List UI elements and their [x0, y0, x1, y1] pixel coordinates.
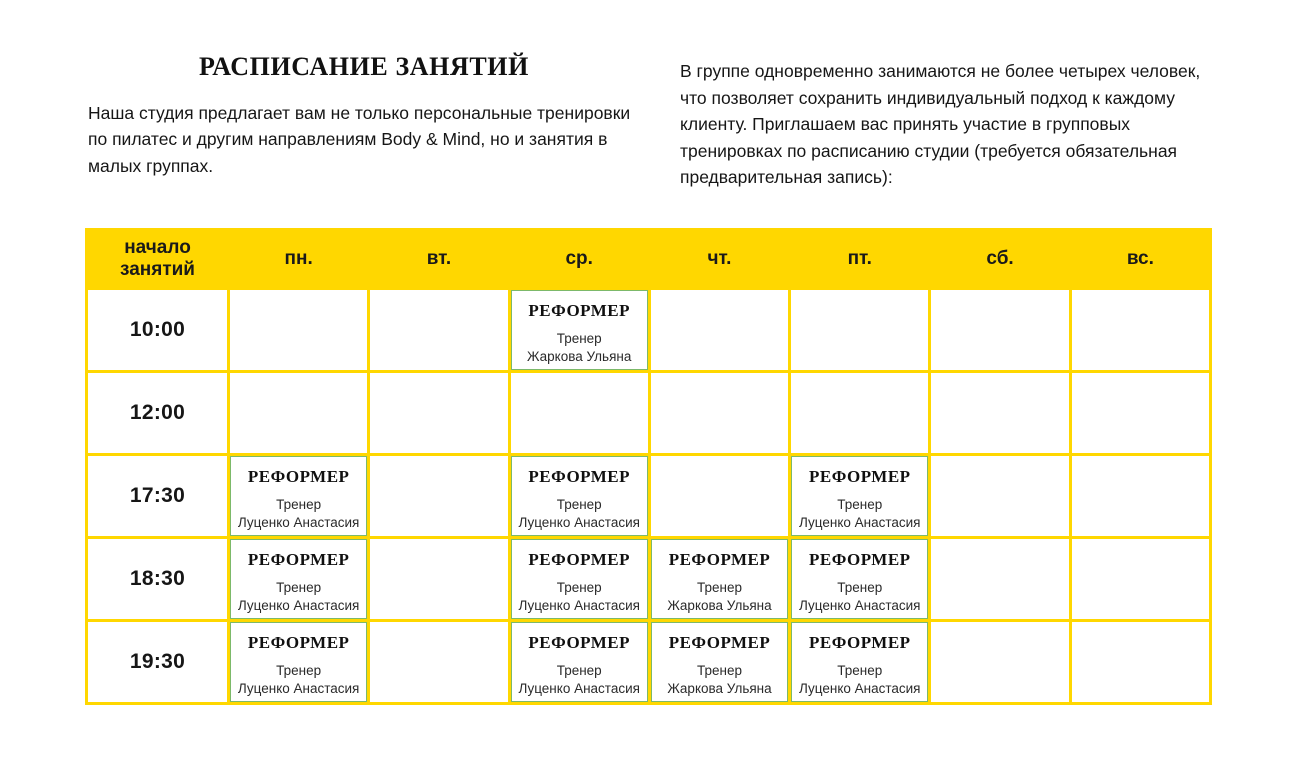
- trainer-label: Тренер: [556, 497, 602, 513]
- schedule-cell: [930, 455, 1070, 538]
- class-name-label: РЕФОРМЕР: [808, 467, 911, 487]
- class-block: [230, 460, 367, 531]
- day-header-7: вс.: [1070, 230, 1210, 289]
- day-header-2: вт.: [369, 230, 509, 289]
- header-row: [87, 230, 1211, 289]
- table-row: [87, 289, 1211, 372]
- class-name-label: РЕФОРМЕР: [668, 550, 771, 570]
- trainer-name: Луценко Анастасия: [799, 681, 921, 696]
- schedule-cell: [369, 621, 509, 704]
- table-row: [87, 455, 1211, 538]
- schedule-table: [85, 228, 1212, 705]
- trainer-name: Луценко Анастасия: [799, 598, 921, 613]
- trainer-name: Луценко Анастасия: [799, 515, 921, 530]
- time-label: 10:00: [87, 289, 229, 372]
- intro-left-text: Наша студия предлагает вам не только персональные тренировки по пилатес и другим направлениям Body & Mind, но и занятия в малых группах.: [88, 103, 631, 176]
- trainer-label: Тренер: [276, 497, 322, 513]
- intro-left-section: [88, 52, 640, 179]
- trainer-label: Тренер: [696, 580, 742, 596]
- schedule-cell: [1070, 538, 1210, 621]
- day-header-5: пт.: [790, 230, 930, 289]
- time-label: 17:30: [87, 455, 229, 538]
- schedule-header: [87, 230, 1211, 289]
- trainer-label: Тренер: [837, 663, 883, 679]
- day-header-4: чт.: [649, 230, 789, 289]
- class-name-label: РЕФОРМЕР: [528, 550, 630, 570]
- trainer-label: Тренер: [696, 663, 742, 679]
- class-name-label: РЕФОРМЕР: [808, 550, 911, 570]
- schedule-cell: [790, 621, 930, 704]
- schedule-cell: [509, 621, 649, 704]
- page-title: РАСПИСАНИЕ ЗАНЯТИЙ: [199, 52, 529, 81]
- schedule-cell: [369, 289, 509, 372]
- class-name-label: РЕФОРМЕР: [528, 301, 630, 321]
- time-label: 12:00: [87, 372, 229, 455]
- table-row: [87, 372, 1211, 455]
- trainer-label: Тренер: [276, 663, 322, 679]
- trainer-name: Луценко Анастасия: [237, 681, 360, 696]
- class-name-label: РЕФОРМЕР: [528, 633, 630, 653]
- class-block: [511, 543, 648, 614]
- schedule-cell: [930, 538, 1070, 621]
- trainer-label: Тренер: [556, 331, 602, 347]
- trainer-name: Луценко Анастасия: [518, 598, 640, 613]
- trainer-name: Луценко Анастасия: [237, 598, 360, 613]
- trainer-name: Жаркова Ульяна: [667, 681, 772, 696]
- table-row: [87, 538, 1211, 621]
- class-block: [651, 626, 788, 697]
- trainer-label: Тренер: [276, 580, 322, 596]
- schedule-cell: [930, 289, 1070, 372]
- class-block: [511, 626, 648, 697]
- schedule-cell: [649, 538, 789, 621]
- class-name-label: РЕФОРМЕР: [247, 467, 350, 487]
- schedule-cell: [229, 289, 369, 372]
- schedule-cell: [1070, 289, 1210, 372]
- trainer-label: Тренер: [556, 580, 602, 596]
- class-block: [230, 626, 367, 697]
- class-name-label: РЕФОРМЕР: [808, 633, 911, 653]
- schedule-cell: [229, 621, 369, 704]
- class-block: [511, 460, 648, 531]
- day-header-1: пн.: [229, 230, 369, 289]
- table-row: [87, 621, 1211, 704]
- schedule-cell: [509, 372, 649, 455]
- day-header-3: ср.: [509, 230, 649, 289]
- trainer-name: Луценко Анастасия: [518, 515, 640, 530]
- time-column-header: начало занятий: [87, 230, 229, 289]
- schedule-cell: [930, 621, 1070, 704]
- trainer-label: Тренер: [837, 580, 883, 596]
- schedule-body: [87, 289, 1211, 704]
- schedule-cell: [649, 372, 789, 455]
- trainer-name: Жаркова Ульяна: [667, 598, 772, 613]
- time-label: 18:30: [87, 538, 229, 621]
- class-name-label: РЕФОРМЕР: [247, 550, 350, 570]
- schedule-cell: [1070, 372, 1210, 455]
- intro-right-text: В группе одновременно занимаются не более четырех человек, что позволяет сохранить индивидуальный подход к каждому клиенту. Приглашаем вас принять участие в групповых тренировках по расписанию студии (требуется обязательная предварительная запись):: [680, 61, 1201, 188]
- schedule-cell: [229, 455, 369, 538]
- schedule-cell: [369, 538, 509, 621]
- schedule-cell: [649, 621, 789, 704]
- schedule-cell: [229, 538, 369, 621]
- trainer-label: Тренер: [837, 497, 883, 513]
- schedule-cell: [790, 289, 930, 372]
- schedule-cell: [930, 372, 1070, 455]
- schedule-cell: [509, 538, 649, 621]
- class-block: [651, 543, 788, 614]
- trainer-label: Тренер: [556, 663, 602, 679]
- trainer-name: Жаркова Ульяна: [527, 349, 632, 364]
- schedule-cell: [1070, 455, 1210, 538]
- class-block: [791, 543, 928, 614]
- class-block: [791, 626, 928, 697]
- trainer-name: Луценко Анастасия: [237, 515, 360, 530]
- class-block: [511, 294, 648, 365]
- schedule-cell: [369, 372, 509, 455]
- schedule-cell: [649, 289, 789, 372]
- schedule-cell: [790, 538, 930, 621]
- class-block: [230, 543, 367, 614]
- schedule-cell: [790, 372, 930, 455]
- schedule-cell: [649, 455, 789, 538]
- class-name-label: РЕФОРМЕР: [247, 633, 350, 653]
- schedule-cell: [229, 372, 369, 455]
- schedule-cell: [790, 455, 930, 538]
- day-header-6: сб.: [930, 230, 1070, 289]
- class-block: [791, 460, 928, 531]
- schedule-cell: [509, 455, 649, 538]
- schedule-cell: [369, 455, 509, 538]
- time-label: 19:30: [87, 621, 229, 704]
- class-name-label: РЕФОРМЕР: [668, 633, 771, 653]
- trainer-name: Луценко Анастасия: [518, 681, 640, 696]
- class-name-label: РЕФОРМЕР: [528, 467, 630, 487]
- schedule-cell: [1070, 621, 1210, 704]
- schedule-cell: [509, 289, 649, 372]
